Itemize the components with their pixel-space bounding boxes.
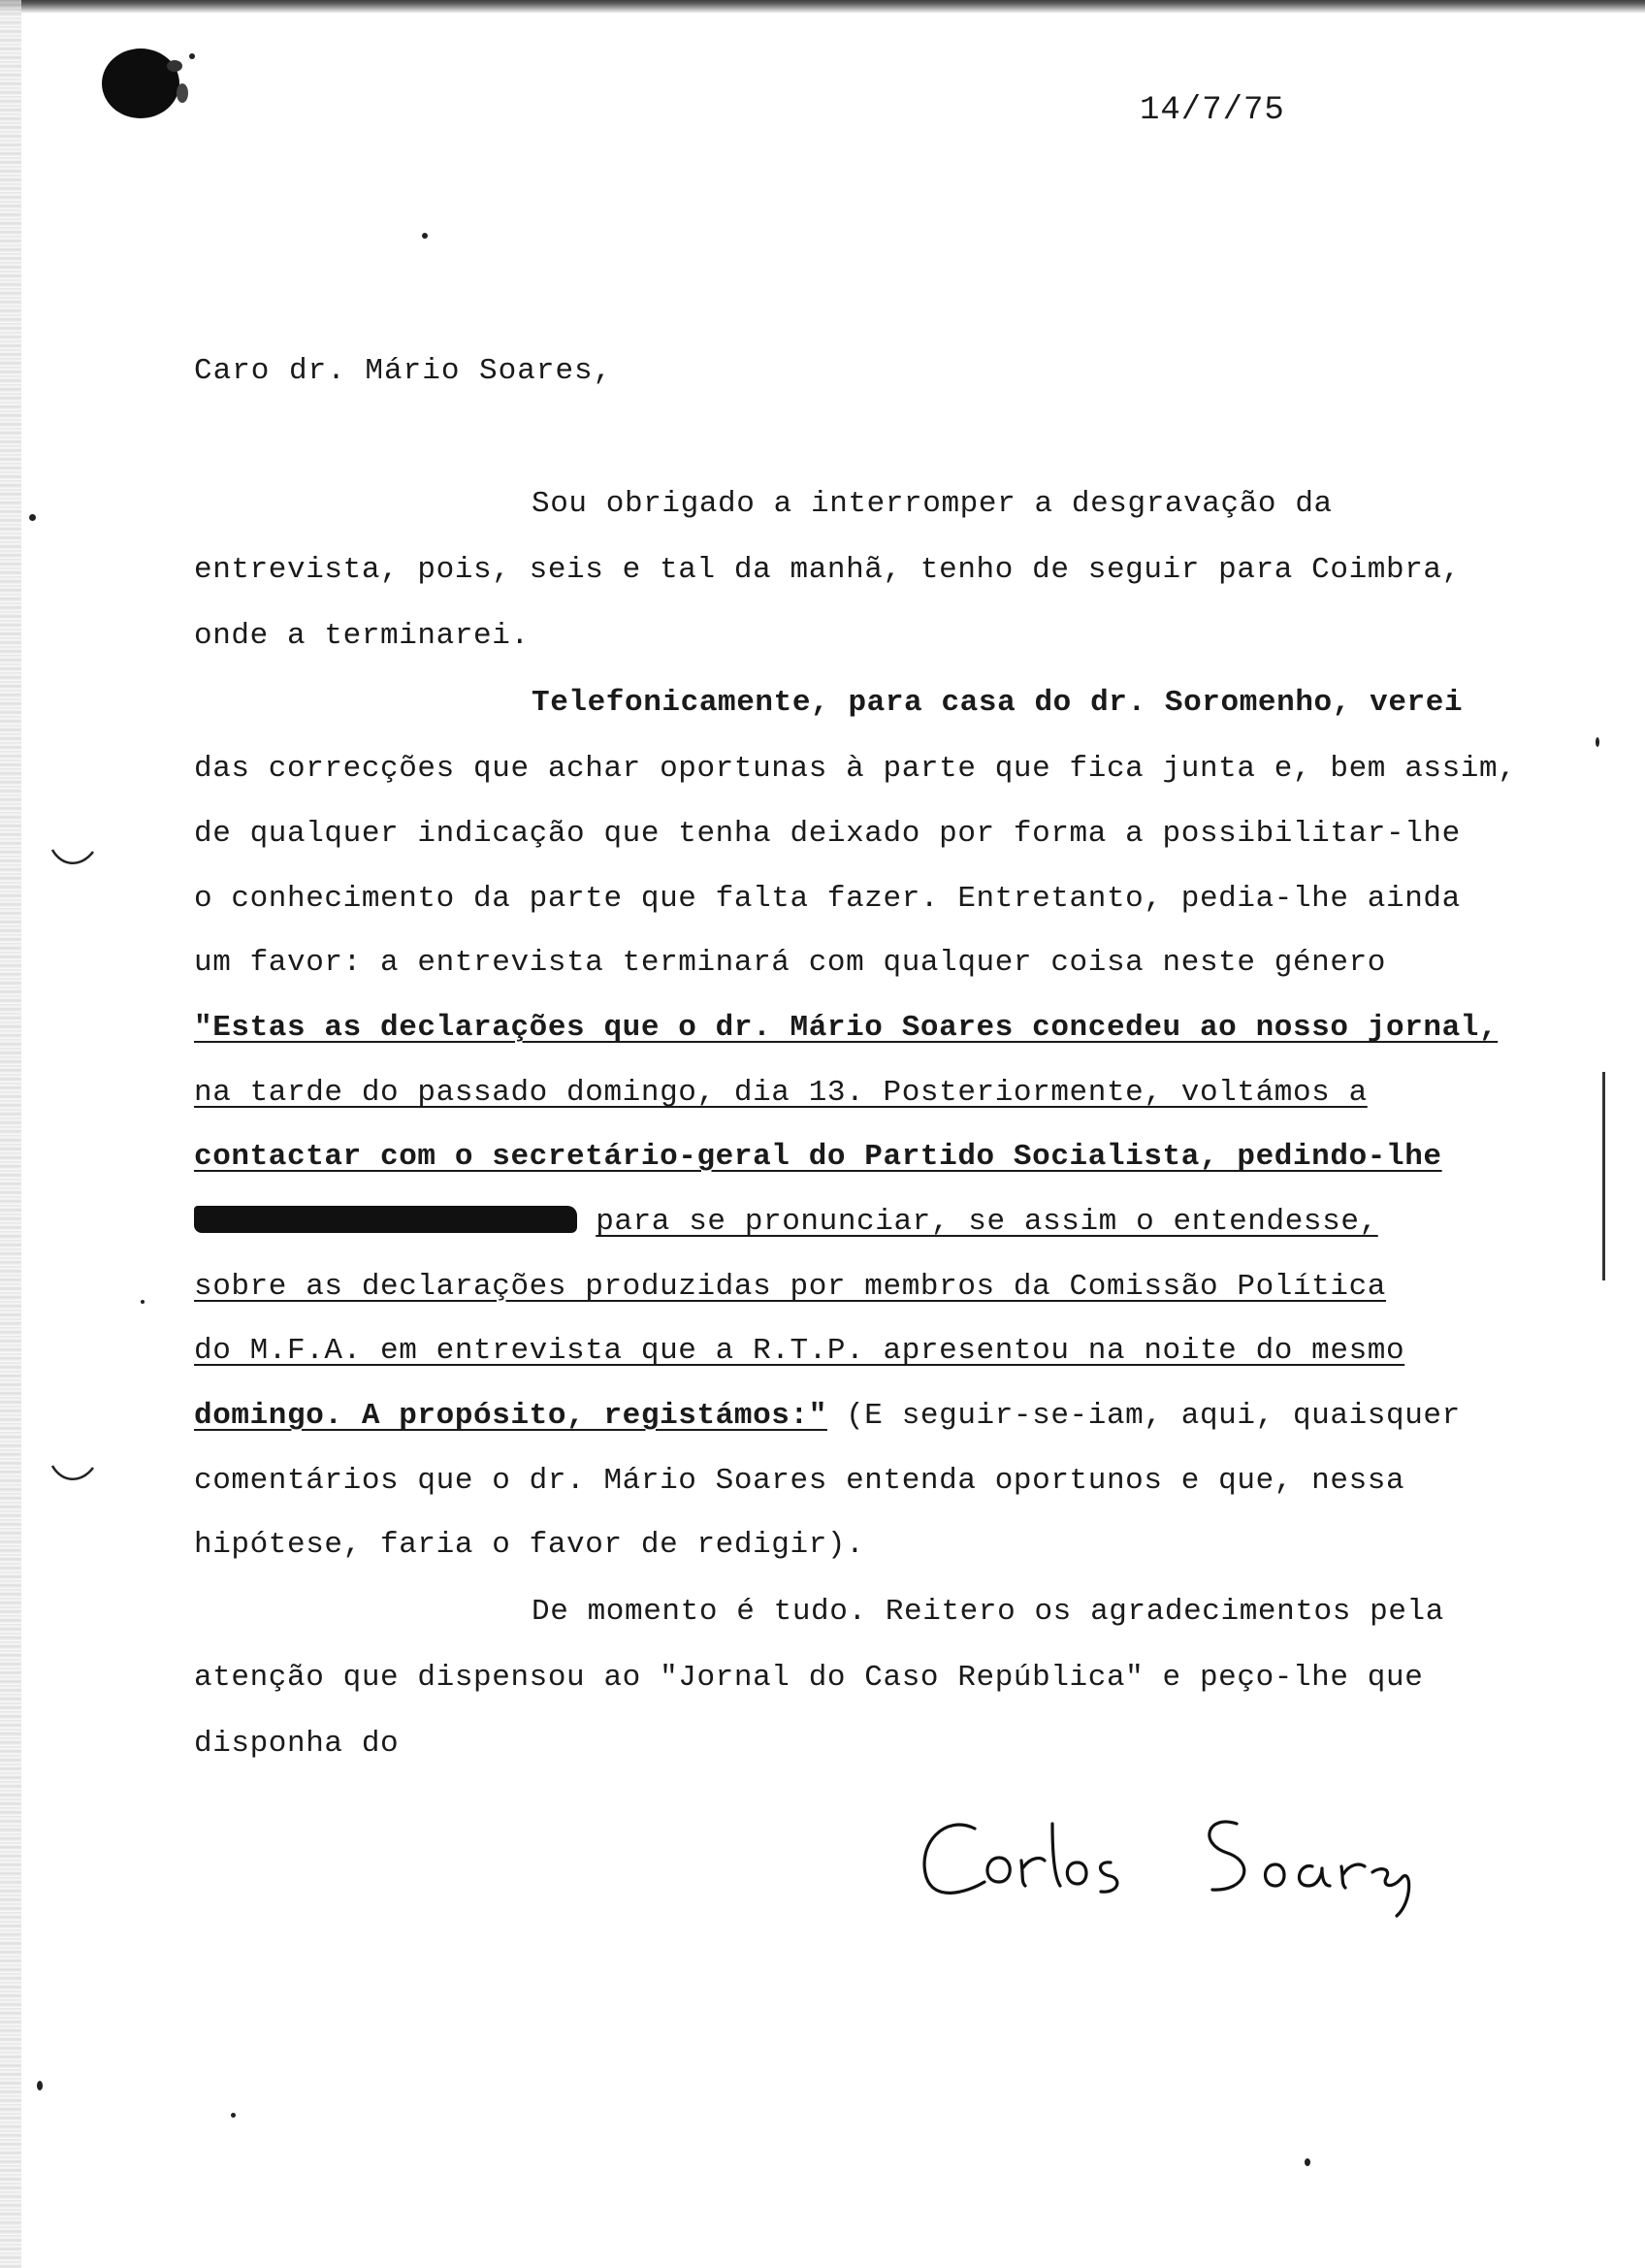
scan-speck [422,233,428,239]
quoted-line: sobre as declarações produzidas por membros da Comissão Política [194,1270,1386,1304]
margin-tick-mark [48,1460,97,1489]
letter-date: 14/7/75 [1140,92,1285,129]
quoted-line: na tarde do passado domingo, dia 13. Posteriormente, voltámos a [194,1076,1368,1110]
scan-speck [231,2113,236,2118]
body-line: o conhecimento da parte que falta fazer. Entretanto, pedia-lhe ainda [194,882,1461,916]
body-line: um favor: a entrevista terminará com qualquer coisa neste género [194,946,1386,980]
quoted-line-text: para se pronunciar, se assim o entendesse, [596,1205,1378,1239]
body-line: De momento é tudo. Reitero os agradecimentos pela [532,1595,1444,1629]
body-line: entrevista, pois, seis e tal da manhã, tenho de seguir para Coimbra, [194,553,1461,587]
body-line: disponha do [194,1727,400,1761]
ink-blot [97,37,204,134]
margin-vertical-line [1602,1072,1605,1280]
scan-speck [1305,2158,1310,2166]
body-line-text: (E seguir-se-iam, aqui, quaisquer [826,1399,1461,1433]
body-line: Sou obrigado a interromper a desgravação da [532,487,1333,521]
margin-tick-mark [48,844,97,873]
quoted-line: contactar com o secretário-geral do Partido Socialista, pedindo-lhe [194,1140,1442,1174]
scan-left-edge [0,0,21,2268]
body-line: onde a terminarei. [194,619,530,653]
quoted-line-end [194,1397,1461,1436]
scan-speck [37,2081,43,2090]
scan-top-edge [0,0,1645,14]
salutation: Caro dr. Mário Soares, [194,354,613,388]
quoted-line-text: domingo. A propósito, registámos:" [194,1399,827,1433]
body-line: das correcções que achar oportunas à parte que fica junta e, bem assim, [194,752,1517,786]
body-line: Telefonicamente, para casa do dr. Soromenho, verei [532,686,1464,720]
body-line: hipótese, faria o favor de redigir). [194,1528,865,1562]
quoted-line-redacted [194,1203,1378,1242]
body-line: atenção que dispensou ao "Jornal do Caso República" e peço-lhe que [194,1661,1424,1695]
body-line: de qualquer indicação que tenha deixado por forma a possibilitar-lhe [194,817,1461,851]
handwritten-signature [907,1785,1450,1921]
quoted-line: do M.F.A. em entrevista que a R.T.P. apresentou na noite do mesmo [194,1334,1405,1368]
scan-speck [1596,737,1599,747]
quoted-line: "Estas as declarações que o dr. Mário Soares concedeu ao nosso jornal, [194,1011,1499,1045]
body-line: comentários que o dr. Mário Soares entenda oportunos e que, nessa [194,1464,1405,1498]
scan-speck [141,1300,145,1304]
scan-speck [29,514,36,521]
redaction-mark [194,1206,577,1233]
